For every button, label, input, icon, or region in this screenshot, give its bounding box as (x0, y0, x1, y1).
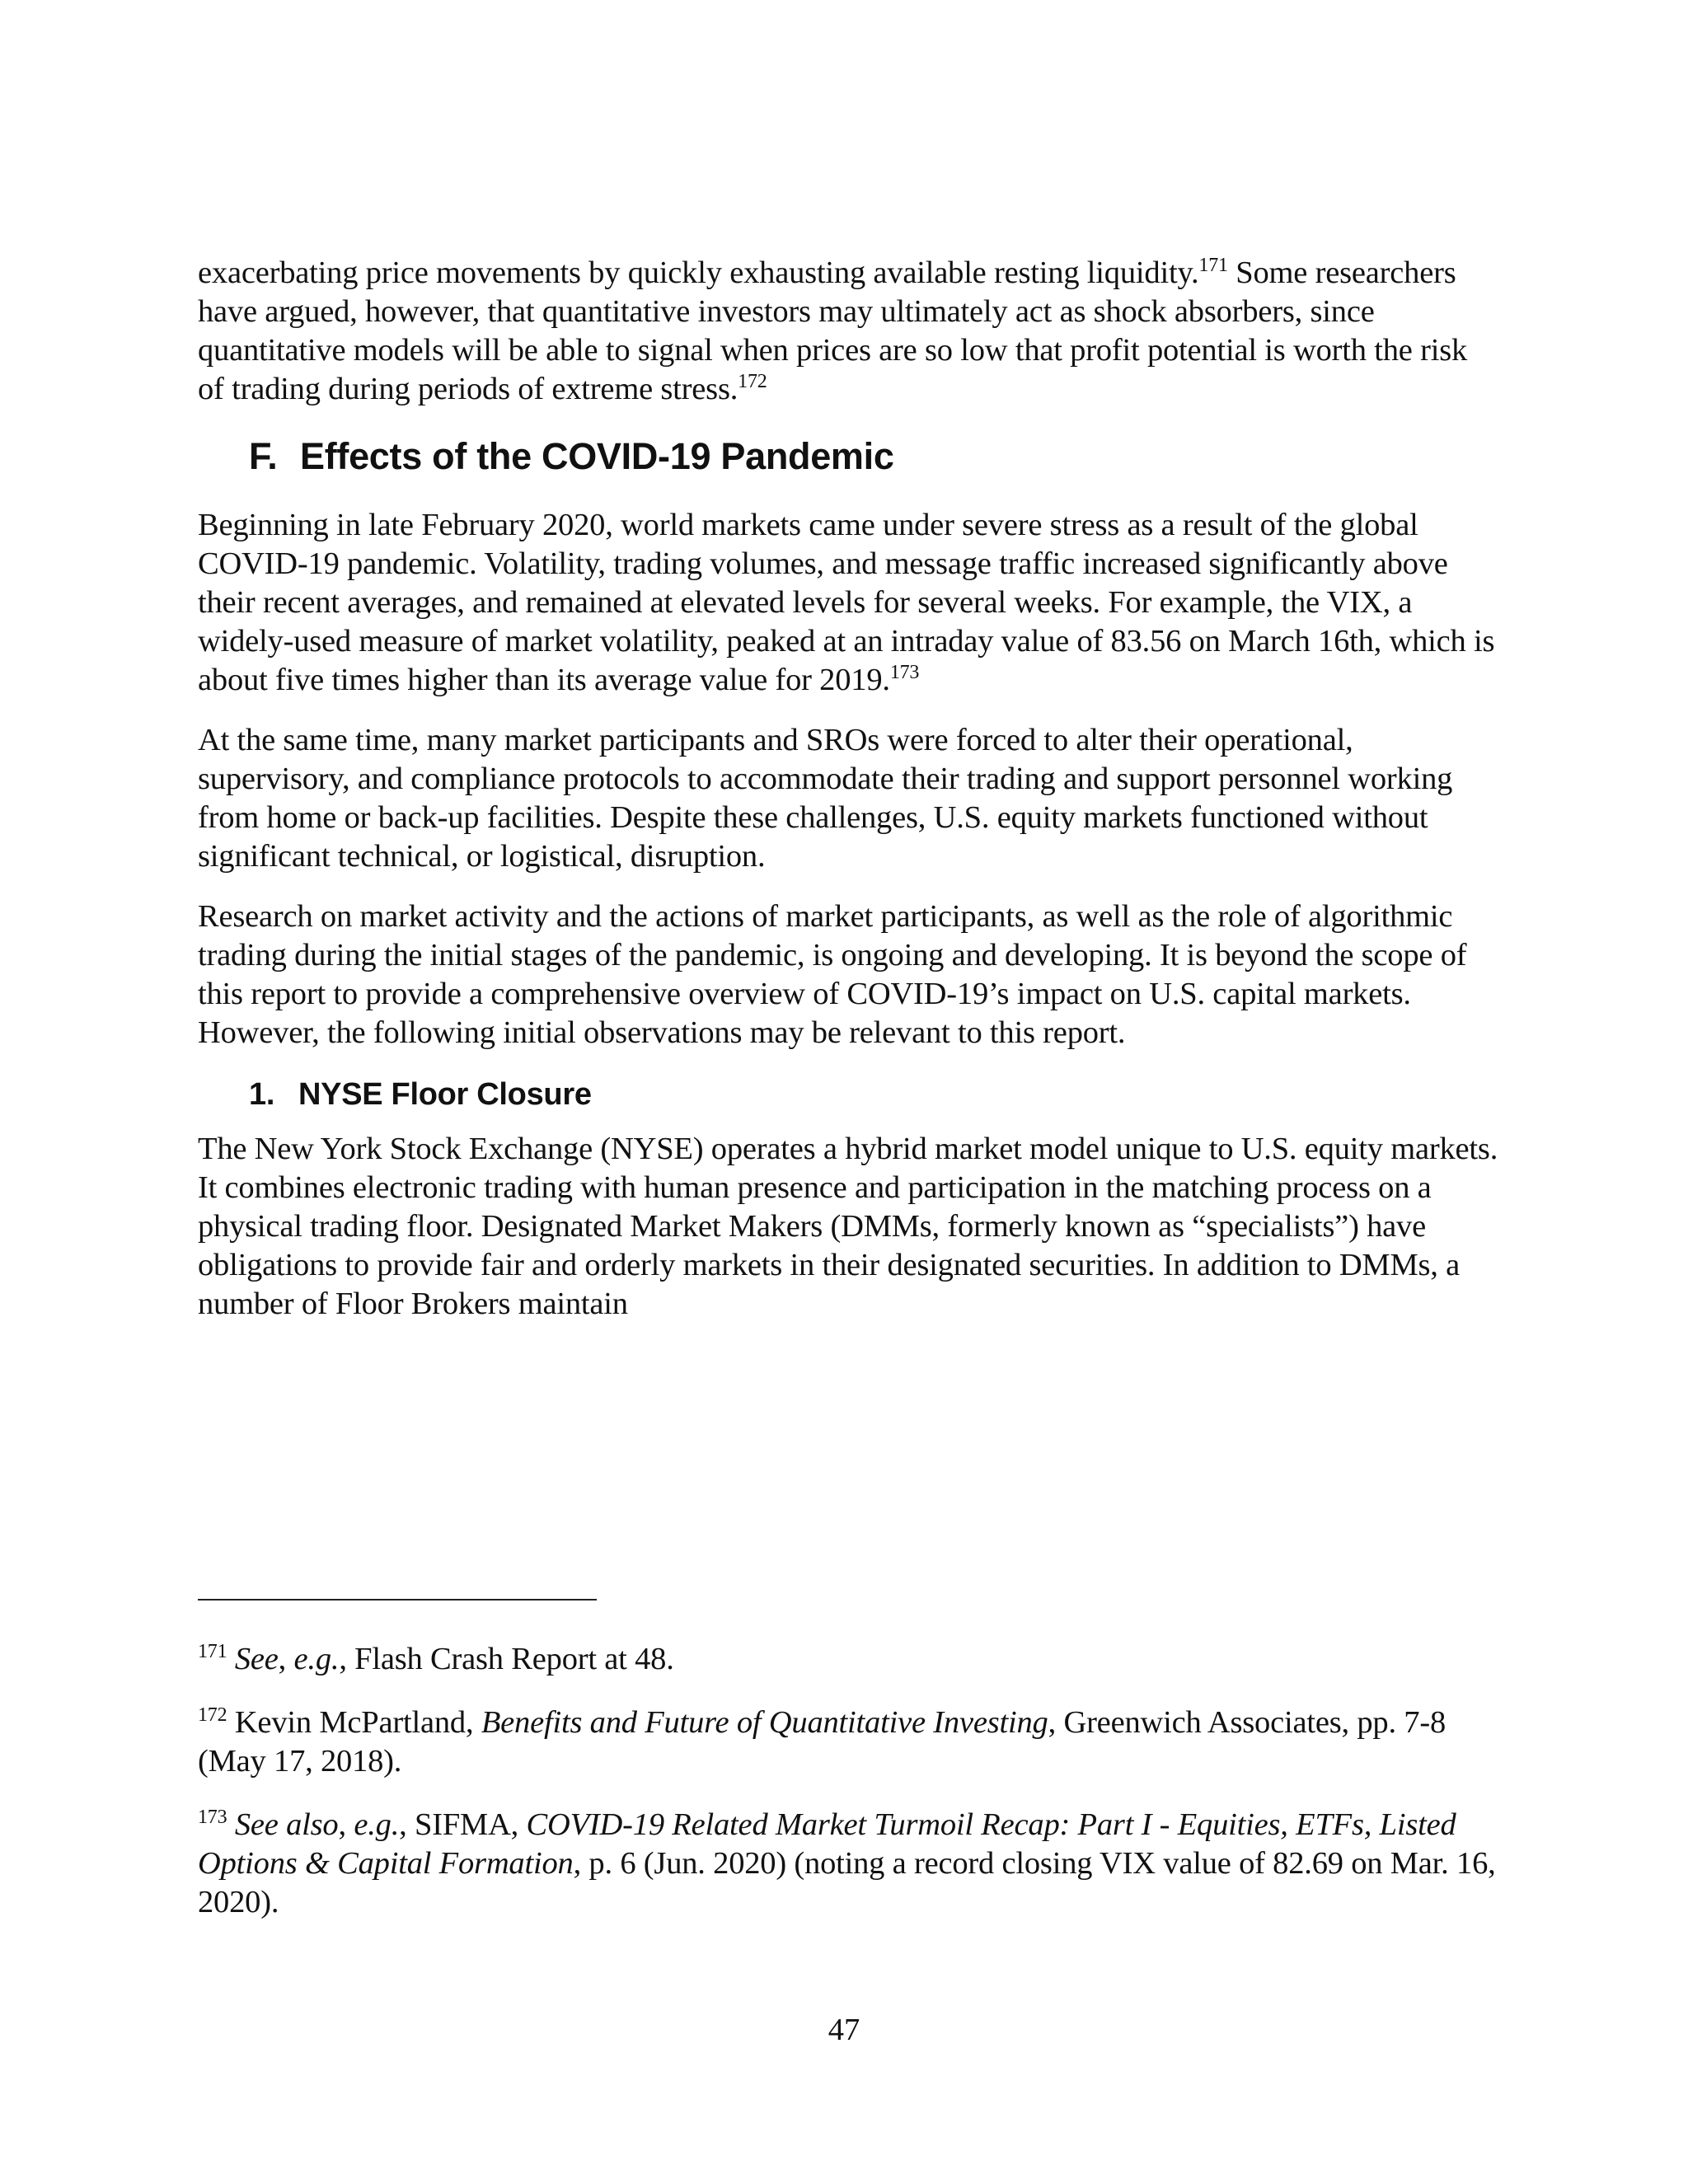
footnote-text: , SIFMA, (399, 1807, 527, 1842)
subsection-heading-nyse (249, 1074, 1500, 1115)
subsection-number: 1. (249, 1077, 275, 1112)
footnote-ref-171[interactable]: 171 (1198, 255, 1228, 276)
footnote-separator (198, 1599, 597, 1601)
footnote-text: , Greenwich Associates, pp. 7-8 (May 17, 2018). (198, 1705, 1447, 1779)
page-number: 47 (828, 2013, 860, 2047)
paragraph-nyse: The New York Stock Exchange (NYSE) operates a hybrid market model unique to U.S. equity markets. It combines electronic trading with human presence and participation in the matching process on a physical trading floor. Designated Market Makers (DMMs, formerly known as “specialists”) have obligations to provide fair and orderly markets in their designated securities. In addition to DMMs, a number of Floor Brokers maintain (198, 1132, 1498, 1321)
footnote-italic: See (234, 1642, 279, 1676)
paragraph-market-stress (198, 506, 1500, 700)
footnote-italic: e.g. (293, 1642, 340, 1676)
footnote-ref-173[interactable]: 173 (889, 662, 920, 683)
section-title: Effects of the COVID-19 Pandemic (300, 435, 894, 477)
footnote-173 (198, 1806, 1500, 1922)
footnote-italic: e.g. (354, 1807, 400, 1842)
footnote-text: , Flash Crash Report at 48. (339, 1642, 674, 1676)
footnote-text: , (338, 1807, 354, 1842)
footnote-171 (198, 1640, 1500, 1679)
footnote-number: 173 (198, 1807, 227, 1828)
section-number: F. (249, 435, 278, 477)
paragraph-liquidity (198, 254, 1500, 409)
main-content (198, 254, 1500, 1345)
footnote-number: 172 (198, 1704, 227, 1726)
footnote-number: 171 (198, 1641, 227, 1662)
paragraph-research: Research on market activity and the actions of market participants, as well as the role of algorithmic trading during the initial stages of the pandemic, is ongoing and developing. It is beyond the scope of this report to provide a comprehensive overview of COVID-19’s impact on U.S. capital markets. However, the following initial observations may be relevant to this report. (198, 899, 1467, 1050)
subsection-title: NYSE Floor Closure (298, 1077, 592, 1112)
footnote-italic: COVID-19 Related Market Turmoil Recap: Part I - Equities, ETFs, Listed Options & Capital Formation (198, 1807, 1456, 1881)
section-heading-f (249, 434, 1500, 480)
paragraph-text: exacerbating price movements by quickly exhausting available resting liquidity. (198, 255, 1199, 290)
paragraph-text: Beginning in late February 2020, world markets came under severe stress as a result of the global COVID-19 pandemic. Volatility, trading volumes, and message traffic increased significantly above their recent averages, and remained at elevated levels for several weeks. For example, the VIX, a widely-used measure of market volatility, peaked at an intraday value of 83.56 on March 16th, which is about five times higher than its average value for 2019. (198, 508, 1495, 697)
footnote-italic: Benefits and Future of Quantitative Investing (481, 1705, 1048, 1740)
footnote-text: , p. 6 (Jun. 2020) (noting a record closing VIX value of 82.69 on Mar. 16, 2020). (198, 1846, 1496, 1919)
paragraph-operational: At the same time, many market participants and SROs were forced to alter their operational, supervisory, and compliance protocols to accommodate their trading and support personnel working from home or back-up facilities. Despite these challenges, U.S. equity markets functioned without significant technical, or logistical, disruption. (198, 723, 1453, 874)
footnote-ref-172[interactable]: 172 (738, 371, 767, 392)
footnotes-section (198, 1640, 1500, 1947)
footnote-172 (198, 1704, 1500, 1781)
footnote-text: Kevin McPartland, (227, 1705, 481, 1740)
footnote-italic: See also (234, 1807, 339, 1842)
footnote-text: , (278, 1642, 294, 1676)
paragraph-text: Some researchers have argued, however, that quantitative investors may ultimately act as shock absorbers, since quantitative models will be able to signal when prices are so low that profit potential is worth the risk of trading during periods of extreme stress. (198, 255, 1468, 406)
